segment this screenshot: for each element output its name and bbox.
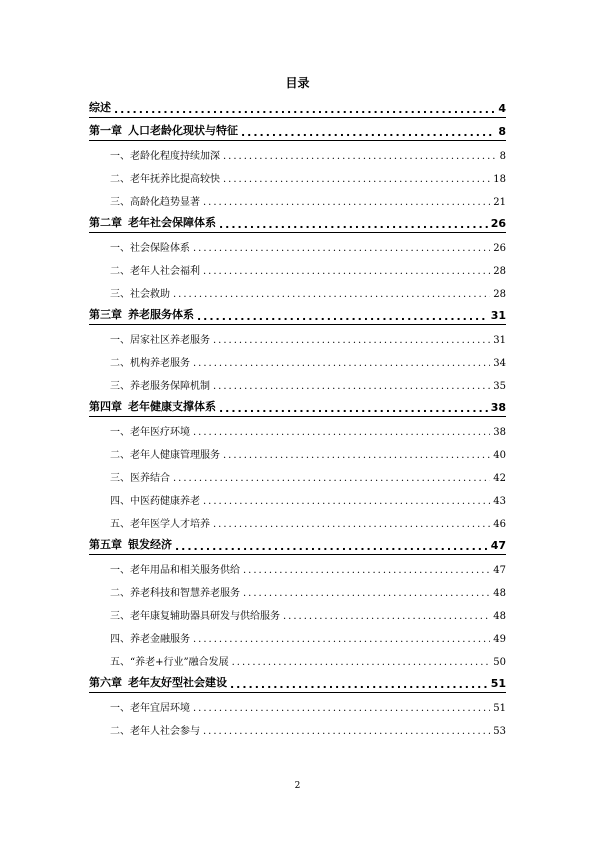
toc-entry-label	[89, 515, 210, 530]
toc-section-entry[interactable]	[89, 555, 506, 578]
toc-page-number: 50	[493, 657, 506, 668]
toc-entry-label	[89, 584, 240, 599]
toc-page-number: 42	[493, 473, 506, 484]
toc-page-number: 28	[493, 266, 506, 277]
dot-leader	[219, 219, 488, 230]
toc-entry-label	[89, 398, 216, 414]
toc-chapter-number: 第六章	[89, 676, 122, 689]
toc-chapter-entry[interactable]	[89, 302, 506, 325]
toc-page-number: 38	[493, 427, 506, 438]
toc-entry-title: 五、老年医学人才培养	[110, 519, 210, 530]
toc-page-number: 31	[493, 335, 506, 346]
toc-section-entry[interactable]	[89, 187, 506, 210]
toc-entry-label	[89, 699, 190, 714]
toc-entry-label	[89, 653, 229, 668]
dot-leader	[193, 244, 490, 254]
toc-page-number: 49	[493, 634, 506, 645]
toc-page-number: 51	[493, 703, 506, 714]
toc-page-number: 8	[499, 151, 506, 162]
toc-entry-title: 五、“养老+行业”融合发展	[110, 657, 229, 668]
dot-leader	[223, 175, 490, 185]
toc-page-number: 8	[498, 125, 506, 138]
toc-chapter-entry[interactable]	[89, 95, 506, 118]
toc-section-entry[interactable]	[89, 601, 506, 624]
dot-leader	[203, 198, 490, 208]
toc-section-entry[interactable]	[89, 371, 506, 394]
toc-page-number: 53	[493, 726, 506, 737]
toc-page-number: 4	[498, 102, 506, 115]
dot-leader	[203, 267, 490, 277]
toc-entry-title: 三、社会救助	[110, 289, 170, 300]
toc-entry-title: 综述	[89, 101, 111, 114]
toc-page-number: 26	[490, 217, 506, 230]
dot-leader	[241, 127, 495, 138]
toc-entry-title: 二、老年人社会福利	[110, 266, 200, 277]
toc-entry-label	[89, 147, 220, 162]
toc-entry-title: 老年社会保障体系	[128, 216, 216, 229]
toc-entry-label	[89, 285, 170, 300]
dot-leader	[213, 520, 490, 530]
dot-leader	[193, 428, 490, 438]
toc-entry-title: 一、老龄化程度持续加深	[110, 151, 220, 162]
dot-leader	[219, 403, 488, 414]
toc-title: 目录	[285, 76, 310, 90]
toc-chapter-entry[interactable]	[89, 394, 506, 417]
toc-page-number: 18	[493, 174, 506, 185]
toc-section-entry[interactable]	[89, 256, 506, 279]
toc-section-entry[interactable]	[89, 417, 506, 440]
toc-page-number: 48	[493, 611, 506, 622]
dot-leader	[193, 704, 490, 714]
toc-entry-title: 二、老年抚养比提高较快	[110, 174, 220, 185]
toc-entry-label	[89, 722, 200, 737]
toc-page-number: 43	[493, 496, 506, 507]
toc-section-entry[interactable]	[89, 509, 506, 532]
toc-page-number: 34	[493, 358, 506, 369]
dot-leader	[232, 658, 491, 668]
toc-page-number: 51	[490, 677, 506, 690]
dot-leader	[223, 451, 490, 461]
toc-entry-title: 老年友好型社会建设	[128, 676, 227, 689]
toc-entry-label	[89, 423, 190, 438]
toc-entry-title: 一、老年医疗环境	[110, 427, 190, 438]
toc-entry-label	[89, 170, 220, 185]
toc-entry-title: 银发经济	[128, 538, 172, 551]
toc-entry-title: 三、老年康复辅助器具研发与供给服务	[110, 611, 280, 622]
toc-entry-label	[89, 536, 172, 552]
toc-section-entry[interactable]	[89, 624, 506, 647]
toc-entry-title: 四、养老金融服务	[110, 634, 190, 645]
toc-page-number: 48	[493, 588, 506, 599]
dot-leader	[243, 589, 490, 599]
toc-entry-label	[89, 239, 190, 254]
toc-page-number: 26	[493, 243, 506, 254]
toc-chapter-number: 第二章	[89, 216, 122, 229]
toc-chapter-entry[interactable]	[89, 210, 506, 233]
dot-leader	[243, 566, 490, 576]
toc-section-entry[interactable]	[89, 164, 506, 187]
toc-entry-label	[89, 122, 238, 138]
toc-section-entry[interactable]	[89, 578, 506, 601]
dot-leader	[203, 497, 490, 507]
dot-leader	[283, 612, 490, 622]
toc-entry-title: 一、老年用品和相关服务供给	[110, 565, 240, 576]
toc-entry-title: 一、居家社区养老服务	[110, 335, 210, 346]
dot-leader	[213, 382, 490, 392]
toc-page-number: 46	[493, 519, 506, 530]
toc-chapter-number: 第五章	[89, 538, 122, 551]
page-number: 2	[294, 781, 301, 791]
toc-entry-title: 三、高龄化趋势显著	[110, 197, 200, 208]
toc-entry-label	[89, 262, 200, 277]
toc-page-number: 28	[493, 289, 506, 300]
toc-entry-title: 二、老年人社会参与	[110, 726, 200, 737]
toc-page-number: 21	[493, 197, 506, 208]
toc-entry-label	[89, 377, 210, 392]
toc-entry-title: 三、养老服务保障机制	[110, 381, 210, 392]
toc-page-number: 47	[493, 565, 506, 576]
toc-entry-label	[89, 469, 170, 484]
toc-entry-label	[89, 354, 190, 369]
dot-leader	[223, 152, 497, 162]
toc-entry-title: 一、社会保险体系	[110, 243, 190, 254]
toc-entry-label	[89, 331, 210, 346]
dot-leader	[114, 104, 495, 115]
toc-entry-title: 二、养老科技和智慧养老服务	[110, 588, 240, 599]
toc-entry-label	[89, 492, 200, 507]
toc-section-entry[interactable]	[89, 486, 506, 509]
toc-entry-title: 人口老龄化现状与特征	[128, 124, 238, 137]
toc-section-entry[interactable]	[89, 325, 506, 348]
toc-entry-label	[89, 214, 216, 230]
toc-entry-title: 二、机构养老服务	[110, 358, 190, 369]
toc-chapter-entry[interactable]	[89, 118, 506, 141]
toc-page-number: 40	[493, 450, 506, 461]
toc-chapter-number: 第四章	[89, 400, 122, 413]
table-of-contents	[89, 95, 506, 739]
toc-section-entry[interactable]	[89, 440, 506, 463]
toc-section-entry[interactable]	[89, 233, 506, 256]
toc-page-number: 38	[490, 401, 506, 414]
toc-entry-label	[89, 446, 220, 461]
toc-section-entry[interactable]	[89, 647, 506, 670]
dot-leader	[175, 541, 488, 552]
toc-entry-label	[89, 306, 194, 322]
toc-entry-title: 一、老年宜居环境	[110, 703, 190, 714]
toc-page-number: 35	[493, 381, 506, 392]
toc-chapter-entry[interactable]	[89, 670, 506, 693]
dot-leader	[230, 679, 488, 690]
toc-entry-label	[89, 674, 227, 690]
toc-chapter-entry[interactable]	[89, 532, 506, 555]
toc-entry-label	[89, 607, 280, 622]
dot-leader	[213, 336, 490, 346]
toc-entry-title: 老年健康支撑体系	[128, 400, 216, 413]
toc-entry-title: 养老服务体系	[128, 308, 194, 321]
toc-page-number: 47	[490, 539, 506, 552]
dot-leader	[173, 474, 490, 484]
dot-leader	[203, 727, 490, 737]
toc-section-entry[interactable]	[89, 463, 506, 486]
toc-entry-title: 三、医养结合	[110, 473, 170, 484]
dot-leader	[193, 359, 490, 369]
toc-entry-label	[89, 561, 240, 576]
toc-section-entry[interactable]	[89, 348, 506, 371]
toc-entry-title: 二、老年人健康管理服务	[110, 450, 220, 461]
toc-entry-title: 四、中医药健康养老	[110, 496, 200, 507]
toc-chapter-number: 第三章	[89, 308, 122, 321]
dot-leader	[197, 311, 488, 322]
toc-section-entry[interactable]	[89, 141, 506, 164]
toc-entry-label	[89, 99, 111, 115]
dot-leader	[193, 635, 490, 645]
toc-entry-label	[89, 193, 200, 208]
toc-page-number: 31	[490, 309, 506, 322]
dot-leader	[173, 290, 490, 300]
toc-chapter-number: 第一章	[89, 124, 122, 137]
toc-entry-label	[89, 630, 190, 645]
toc-section-entry[interactable]	[89, 279, 506, 302]
toc-section-entry[interactable]	[89, 693, 506, 716]
toc-section-entry[interactable]	[89, 716, 506, 739]
